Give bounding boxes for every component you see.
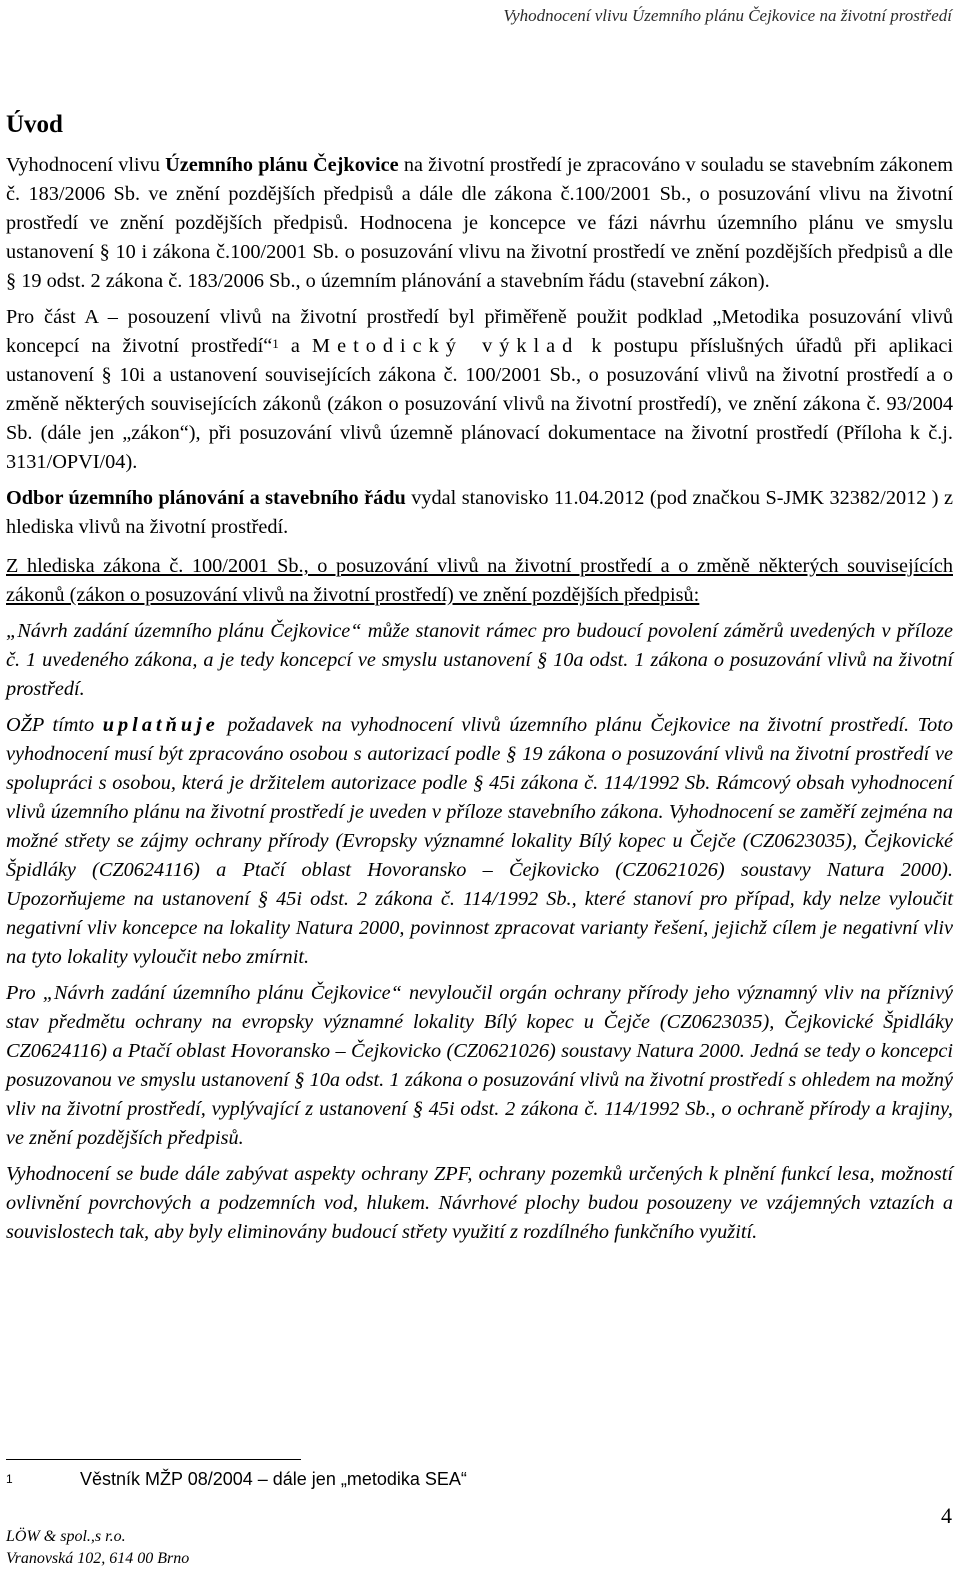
methodology-text-start: Pro část A – posouzení vlivů na životní prostředí byl přiměřeně použit podklad „Metodika posuzování vlivů koncepcí na životní prostředí“: [6, 306, 953, 357]
assessment-scope-paragraph: Vyhodnocení se bude dále zabývat aspekty ochrany ZPF, ochrany pozemků určených k plnění funkcí lesa, možností ovlivnění povrchových a podzemních vod, hlukem. Návrhové plochy budou posouzeny ve vzájemných vztazích a souvislostech tak, aby byly eliminovány budoucí střety využití z rozdílného funkčního využití.: [6, 1163, 953, 1243]
footnote: [6, 1468, 706, 1490]
department-paragraph: [6, 484, 953, 542]
requirement-paragraph: [6, 711, 953, 972]
methodology-spaced-phrase: Metodický výklad: [312, 335, 580, 357]
requirement-text-start: OŽP tímto: [6, 714, 103, 736]
methodology-paragraph: [6, 303, 953, 477]
footer-address-block: [6, 1526, 189, 1570]
concept-paragraph: „Návrh zadání územního plánu Čejkovice“ může stanovit rámec pro budoucí povolení záměrů uvedených v příloze č. 1 uvedeného zákona, a je tedy koncepcí ve smyslu ustanovení § 10a odst. 1 zákona o posuzování vlivů na životní prostředí.: [6, 620, 953, 700]
running-header: Vyhodnocení vlivu Územního plánu Čejkovice na životní prostředí: [503, 6, 952, 25]
page-number: 4: [941, 1503, 952, 1528]
methodology-text-rest: k postupu příslušných úřadů při aplikaci ustanovení § 10i a ustanovení souvisejících zákona č. 100/2001 Sb., o posuzování vlivů na životní prostředí a o změně některých souvisejících zákonů (zákon o posuzování vlivů na životní prostředí), ve znění zákona č. 93/2004 Sb. (dále jen „zákon“), při posuzování vlivů územně plánovací dokumentace na životní prostředí (Příloha k č.j. 3131/OPVI/04).: [6, 335, 953, 473]
department-name-bold: Odbor územního plánování a stavebního řádu: [6, 487, 406, 509]
requirement-text-rest: požadavek na vyhodnocení vlivů územního plánu Čejkovice na životní prostředí. Toto vyhodnocení musí být zpracováno osobou s autorizací podle § 19 zákona o posuzování vlivů na životní prostředí ve spolupráci s osobou, která je držitelem autorizace podle § 45i zákona č. 114/1992 Sb. Rámcový obsah vyhodnocení vlivů územního plánu na životní prostředí je uveden v příloze stavebního zákona. Vyhodnocení se zaměří zejména na možné střety se zájmy ochrany přírody (Evropsky významné lokality Bílý kopec u Čejče (CZ0623035), Čejkovické Špidláky (CZ0624116) a Ptačí oblast Hovoransko – Čejkovicko (CZ0621026) soustavy Natura 2000). Upozorňujeme na ustanovení § 45i odst. 2 zákona č. 114/1992 Sb., které stanoví pro případ, kdy nelze vyloučit negativní vliv koncepce na lokality Natura 2000, povinnost zpracovat varianty řešení, jejichž cílem je negativní vliv na tyto lokality vyloučit nebo zmírnit.: [6, 714, 953, 968]
department-text: vydal stanovisko 11.04.2012 (pod značkou S-JMK 32382/2012 ) z hlediska vlivů na životní prostředí.: [6, 487, 953, 538]
intro-text-rest: na životní prostředí je zpracováno v souladu se stavebním zákonem č. 183/2006 Sb. ve znění pozdějších předpisů a dále dle zákona č.100/2001 Sb., o posuzování vlivu na životní prostředí ve znění pozdějších předpisů. Hodnocena je koncepce ve fázi návrhu územního plánu ve smyslu ustanovení § 10 i zákona č.100/2001 Sb. o posuzování vlivu na životní prostředí ve znění pozdějších předpisů a dle § 19 odst. 2 zákona č. 183/2006 Sb., o územním plánování a stavebním řádu (stavební zákon).: [6, 154, 954, 292]
methodology-connector: a: [278, 335, 313, 357]
footnote-divider: [6, 1459, 301, 1460]
intro-text-start: Vyhodnocení vlivu: [6, 154, 166, 176]
footnote-text: Věstník MŽP 08/2004 – dále jen „metodika SEA“: [80, 1469, 467, 1489]
footer-company: LÖW & spol.,s r.o.: [6, 1528, 126, 1545]
section-title: Úvod: [6, 111, 63, 138]
plan-name-bold: Územního plánu Čejkovice: [165, 154, 399, 176]
requirement-spaced-bold: uplatňuje: [102, 714, 219, 736]
footnote-number: 1: [6, 1472, 13, 1486]
intro-paragraph: [6, 151, 953, 296]
legal-basis-underlined: Z hlediska zákona č. 100/2001 Sb., o posuzování vlivů na životní prostředí a o změně některých souvisejících zákonů (zákon o posuzování vlivů na životní prostředí) ve znění pozdějších předpisů:: [6, 555, 953, 606]
footnote-reference[interactable]: 1: [272, 336, 279, 351]
natura-paragraph: Pro „Návrh zadání územního plánu Čejkovice“ nevyloučil orgán ochrany přírody jeho významný vliv na příznivý stav předmětu ochrany na evropsky významné lokality Bílý kopec u Čejče (CZ0623035), Čejkovické Špidláky CZ0624116) a Ptačí oblast Hovoransko – Čejkovicko (CZ0621026) soustavy Natura 2000. Jedná se tedy o koncepci posuzovanou ve smyslu ustanovení § 10a odst. 1 zákona o posuzování vlivů na životní prostředí s ohledem na možný vliv na životní prostředí, vyplývající z ustanovení § 45i odst. 2 zákona č. 114/1992 Sb., o ochraně přírody a krajiny, ve znění pozdějších předpisů.: [6, 982, 953, 1149]
footer-address: Vranovská 102, 614 00 Brno: [6, 1550, 190, 1567]
document-body: [6, 106, 953, 1247]
